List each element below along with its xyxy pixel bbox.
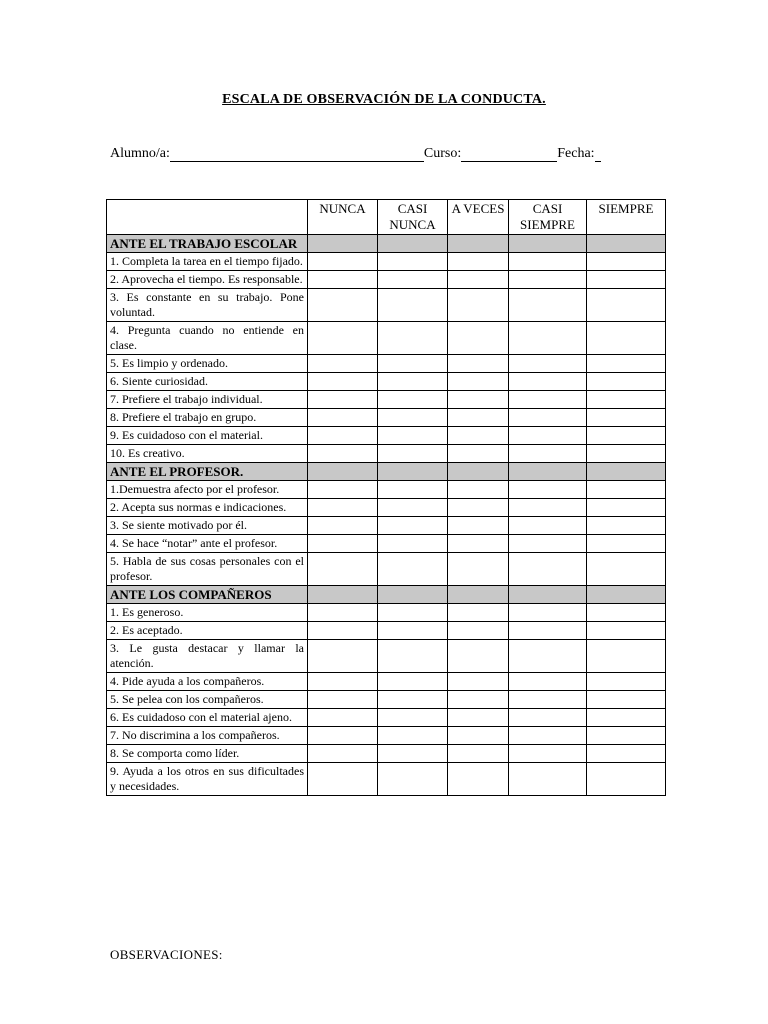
rating-cell-casi-siempre[interactable] xyxy=(509,622,587,640)
rating-cell-a-veces[interactable] xyxy=(448,673,509,691)
rating-cell-siempre[interactable] xyxy=(587,640,666,673)
rating-cell-a-veces[interactable] xyxy=(448,745,509,763)
alumno-label: Alumno/a: xyxy=(110,146,170,161)
rating-cell-casi-nunca[interactable] xyxy=(378,391,448,409)
behavior-label: 9. Es cuidadoso con el material. xyxy=(107,427,308,445)
rating-cell-casi-siempre[interactable] xyxy=(509,481,587,499)
rating-cell-casi-nunca[interactable] xyxy=(378,409,448,427)
rating-cell-siempre[interactable] xyxy=(587,622,666,640)
table-row xyxy=(107,517,666,535)
table-row xyxy=(107,604,666,622)
rating-cell-siempre[interactable] xyxy=(587,271,666,289)
behavior-label: 10. Es creativo. xyxy=(107,445,308,463)
behavior-label: 4. Pide ayuda a los compañeros. xyxy=(107,673,308,691)
section-cell-a-veces xyxy=(448,463,509,481)
behavior-label: 7. Prefiere el trabajo individual. xyxy=(107,391,308,409)
table-row xyxy=(107,409,666,427)
rating-cell-nunca[interactable] xyxy=(308,271,378,289)
rating-cell-siempre[interactable] xyxy=(587,535,666,553)
rating-cell-casi-siempre[interactable] xyxy=(509,445,587,463)
rating-cell-a-veces[interactable] xyxy=(448,535,509,553)
header-nunca: NUNCA xyxy=(308,200,378,235)
header-blank-cell xyxy=(107,200,308,235)
table-row xyxy=(107,271,666,289)
rating-cell-casi-nunca[interactable] xyxy=(378,499,448,517)
rating-cell-casi-nunca[interactable] xyxy=(378,289,448,322)
behavior-label: 5. Habla de sus cosas personales con el profesor. xyxy=(107,553,308,586)
rating-cell-siempre[interactable] xyxy=(587,481,666,499)
behavior-label: 1.Demuestra afecto por el profesor. xyxy=(107,481,308,499)
table-row xyxy=(107,373,666,391)
rating-cell-casi-nunca[interactable] xyxy=(378,553,448,586)
behavior-label: 2. Acepta sus normas e indicaciones. xyxy=(107,499,308,517)
rating-cell-nunca[interactable] xyxy=(308,289,378,322)
rating-cell-siempre[interactable] xyxy=(587,373,666,391)
table-row xyxy=(107,391,666,409)
rating-cell-casi-siempre[interactable] xyxy=(509,709,587,727)
rating-cell-a-veces[interactable] xyxy=(448,427,509,445)
table-row xyxy=(107,553,666,586)
rating-cell-siempre[interactable] xyxy=(587,355,666,373)
rating-cell-a-veces[interactable] xyxy=(448,622,509,640)
rating-cell-siempre[interactable] xyxy=(587,745,666,763)
rating-cell-casi-siempre[interactable] xyxy=(509,640,587,673)
section-cell-siempre xyxy=(587,463,666,481)
rating-cell-casi-nunca[interactable] xyxy=(378,709,448,727)
rating-cell-siempre[interactable] xyxy=(587,445,666,463)
rating-cell-a-veces[interactable] xyxy=(448,445,509,463)
behavior-label: 4. Pregunta cuando no entiende en clase. xyxy=(107,322,308,355)
behavior-label: 6. Siente curiosidad. xyxy=(107,373,308,391)
rating-cell-a-veces[interactable] xyxy=(448,517,509,535)
fecha-blank-field[interactable] xyxy=(595,147,601,162)
behavior-label: 3. Le gusta destacar y llamar la atención. xyxy=(107,640,308,673)
rating-cell-a-veces[interactable] xyxy=(448,709,509,727)
rating-cell-siempre[interactable] xyxy=(587,763,666,796)
rating-cell-a-veces[interactable] xyxy=(448,391,509,409)
page-title: ESCALA DE OBSERVACIÓN DE LA CONDUCTA. xyxy=(222,92,546,107)
rating-cell-a-veces[interactable] xyxy=(448,322,509,355)
rating-cell-a-veces[interactable] xyxy=(448,727,509,745)
rating-cell-casi-siempre[interactable] xyxy=(509,745,587,763)
rating-cell-nunca[interactable] xyxy=(308,499,378,517)
section-row-ante-los-companeros xyxy=(107,586,666,604)
rating-cell-nunca[interactable] xyxy=(308,535,378,553)
section-cell-siempre xyxy=(587,586,666,604)
rating-cell-siempre[interactable] xyxy=(587,409,666,427)
rating-cell-nunca[interactable] xyxy=(308,322,378,355)
section-row-ante-el-trabajo-escolar xyxy=(107,235,666,253)
rating-cell-a-veces[interactable] xyxy=(448,289,509,322)
rating-cell-nunca[interactable] xyxy=(308,409,378,427)
rating-cell-nunca[interactable] xyxy=(308,373,378,391)
rating-cell-casi-siempre[interactable] xyxy=(509,322,587,355)
rating-cell-casi-nunca[interactable] xyxy=(378,673,448,691)
table-row xyxy=(107,355,666,373)
section-heading: ANTE EL TRABAJO ESCOLAR xyxy=(107,235,308,253)
rating-cell-a-veces[interactable] xyxy=(448,691,509,709)
behavior-label: 8. Prefiere el trabajo en grupo. xyxy=(107,409,308,427)
rating-cell-siempre[interactable] xyxy=(587,427,666,445)
rating-cell-siempre[interactable] xyxy=(587,322,666,355)
rating-cell-casi-siempre[interactable] xyxy=(509,604,587,622)
rating-cell-casi-siempre[interactable] xyxy=(509,763,587,796)
behavior-label: 8. Se comporta como líder. xyxy=(107,745,308,763)
section-row-ante-el-profesor xyxy=(107,463,666,481)
curso-label: Curso: xyxy=(423,146,462,161)
rating-cell-a-veces[interactable] xyxy=(448,253,509,271)
rating-cell-nunca[interactable] xyxy=(308,673,378,691)
rating-cell-casi-nunca[interactable] xyxy=(378,253,448,271)
observation-table xyxy=(106,199,666,796)
rating-cell-casi-nunca[interactable] xyxy=(378,691,448,709)
section-cell-a-veces xyxy=(448,586,509,604)
behavior-label: 5. Es limpio y ordenado. xyxy=(107,355,308,373)
section-cell-nunca xyxy=(308,586,378,604)
rating-cell-nunca[interactable] xyxy=(308,691,378,709)
section-heading: ANTE EL PROFESOR. xyxy=(107,463,308,481)
rating-cell-a-veces[interactable] xyxy=(448,763,509,796)
rating-cell-casi-siempre[interactable] xyxy=(509,355,587,373)
rating-cell-siempre[interactable] xyxy=(587,499,666,517)
rating-cell-casi-nunca[interactable] xyxy=(378,604,448,622)
rating-cell-nunca[interactable] xyxy=(308,745,378,763)
table-row xyxy=(107,253,666,271)
table-row xyxy=(107,481,666,499)
rating-cell-nunca[interactable] xyxy=(308,763,378,796)
table-row xyxy=(107,322,666,355)
section-cell-casi-siempre xyxy=(509,586,587,604)
header-row xyxy=(107,200,666,235)
fecha-label: Fecha: xyxy=(557,146,595,161)
rating-cell-nunca[interactable] xyxy=(308,517,378,535)
section-heading: ANTE LOS COMPAÑEROS xyxy=(107,586,308,604)
rating-cell-nunca[interactable] xyxy=(308,622,378,640)
table-row xyxy=(107,673,666,691)
behavior-label: 2. Aprovecha el tiempo. Es responsable. xyxy=(107,271,308,289)
rating-cell-a-veces[interactable] xyxy=(448,355,509,373)
rating-cell-casi-siempre[interactable] xyxy=(509,673,587,691)
rating-cell-casi-nunca[interactable] xyxy=(378,517,448,535)
rating-cell-casi-siempre[interactable] xyxy=(509,499,587,517)
rating-cell-siempre[interactable] xyxy=(587,391,666,409)
section-cell-casi-nunca xyxy=(378,463,448,481)
table-row xyxy=(107,445,666,463)
header-a-veces: A VECES xyxy=(448,200,509,235)
rating-cell-a-veces[interactable] xyxy=(448,373,509,391)
rating-cell-a-veces[interactable] xyxy=(448,640,509,673)
behavior-label: 3. Es constante en su trabajo. Pone voluntad. xyxy=(107,289,308,322)
rating-cell-siempre[interactable] xyxy=(587,691,666,709)
rating-cell-nunca[interactable] xyxy=(308,553,378,586)
section-cell-casi-siempre xyxy=(509,463,587,481)
student-info-line xyxy=(110,146,601,162)
rating-cell-casi-nunca[interactable] xyxy=(378,271,448,289)
behavior-label: 1. Completa la tarea en el tiempo fijado. xyxy=(107,253,308,271)
section-cell-siempre xyxy=(587,235,666,253)
table-row xyxy=(107,691,666,709)
observaciones-label: OBSERVACIONES: xyxy=(110,947,223,962)
rating-cell-nunca[interactable] xyxy=(308,481,378,499)
rating-cell-siempre[interactable] xyxy=(587,517,666,535)
rating-cell-casi-nunca[interactable] xyxy=(378,640,448,673)
rating-cell-casi-nunca[interactable] xyxy=(378,373,448,391)
rating-cell-casi-nunca[interactable] xyxy=(378,322,448,355)
table-row xyxy=(107,427,666,445)
behavior-label: 9. Ayuda a los otros en sus dificultades y necesidades. xyxy=(107,763,308,796)
rating-cell-siempre[interactable] xyxy=(587,604,666,622)
rating-cell-casi-nunca[interactable] xyxy=(378,763,448,796)
rating-cell-casi-nunca[interactable] xyxy=(378,427,448,445)
rating-cell-casi-siempre[interactable] xyxy=(509,727,587,745)
behavior-label: 6. Es cuidadoso con el material ajeno. xyxy=(107,709,308,727)
curso-blank-field[interactable] xyxy=(461,147,557,162)
rating-cell-casi-siempre[interactable] xyxy=(509,391,587,409)
rating-cell-casi-siempre[interactable] xyxy=(509,553,587,586)
rating-cell-casi-nunca[interactable] xyxy=(378,535,448,553)
rating-cell-casi-nunca[interactable] xyxy=(378,622,448,640)
header-casi-siempre: CASI SIEMPRE xyxy=(509,200,587,235)
section-cell-nunca xyxy=(308,235,378,253)
table-row xyxy=(107,499,666,517)
rating-cell-casi-siempre[interactable] xyxy=(509,271,587,289)
behavior-label: 7. No discrimina a los compañeros. xyxy=(107,727,308,745)
rating-cell-siempre[interactable] xyxy=(587,553,666,586)
header-siempre: SIEMPRE xyxy=(587,200,666,235)
rating-cell-casi-siempre[interactable] xyxy=(509,427,587,445)
rating-cell-casi-nunca[interactable] xyxy=(378,481,448,499)
rating-cell-nunca[interactable] xyxy=(308,253,378,271)
section-cell-casi-nunca xyxy=(378,235,448,253)
rating-cell-a-veces[interactable] xyxy=(448,553,509,586)
rating-cell-siempre[interactable] xyxy=(587,673,666,691)
rating-cell-siempre[interactable] xyxy=(587,727,666,745)
behavior-label: 4. Se hace “notar” ante el profesor. xyxy=(107,535,308,553)
rating-cell-casi-nunca[interactable] xyxy=(378,355,448,373)
table-row xyxy=(107,535,666,553)
table-row xyxy=(107,640,666,673)
rating-cell-a-veces[interactable] xyxy=(448,499,509,517)
rating-cell-a-veces[interactable] xyxy=(448,271,509,289)
rating-cell-siempre[interactable] xyxy=(587,289,666,322)
rating-cell-casi-siempre[interactable] xyxy=(509,409,587,427)
rating-cell-casi-nunca[interactable] xyxy=(378,445,448,463)
section-cell-a-veces xyxy=(448,235,509,253)
rating-cell-a-veces[interactable] xyxy=(448,481,509,499)
alumno-blank-field[interactable] xyxy=(170,147,424,162)
rating-cell-casi-siempre[interactable] xyxy=(509,691,587,709)
rating-cell-nunca[interactable] xyxy=(308,427,378,445)
table-row xyxy=(107,727,666,745)
section-cell-casi-nunca xyxy=(378,586,448,604)
behavior-label: 5. Se pelea con los compañeros. xyxy=(107,691,308,709)
behavior-label: 2. Es aceptado. xyxy=(107,622,308,640)
rating-cell-casi-siempre[interactable] xyxy=(509,253,587,271)
rating-cell-a-veces[interactable] xyxy=(448,409,509,427)
section-cell-casi-siempre xyxy=(509,235,587,253)
table-row xyxy=(107,289,666,322)
behavior-label: 3. Se siente motivado por él. xyxy=(107,517,308,535)
rating-cell-nunca[interactable] xyxy=(308,445,378,463)
rating-cell-siempre[interactable] xyxy=(587,253,666,271)
table-row xyxy=(107,745,666,763)
table-row xyxy=(107,763,666,796)
table-row xyxy=(107,709,666,727)
rating-cell-nunca[interactable] xyxy=(308,640,378,673)
rating-cell-casi-siempre[interactable] xyxy=(509,373,587,391)
behavior-label: 1. Es generoso. xyxy=(107,604,308,622)
rating-cell-casi-siempre[interactable] xyxy=(509,289,587,322)
rating-cell-casi-siempre[interactable] xyxy=(509,517,587,535)
rating-cell-nunca[interactable] xyxy=(308,604,378,622)
rating-cell-a-veces[interactable] xyxy=(448,604,509,622)
rating-cell-nunca[interactable] xyxy=(308,391,378,409)
rating-cell-casi-siempre[interactable] xyxy=(509,535,587,553)
rating-cell-nunca[interactable] xyxy=(308,727,378,745)
rating-cell-nunca[interactable] xyxy=(308,709,378,727)
section-cell-nunca xyxy=(308,463,378,481)
header-casi-nunca: CASI NUNCA xyxy=(378,200,448,235)
rating-cell-siempre[interactable] xyxy=(587,709,666,727)
rating-cell-nunca[interactable] xyxy=(308,355,378,373)
rating-cell-casi-nunca[interactable] xyxy=(378,745,448,763)
rating-cell-casi-nunca[interactable] xyxy=(378,727,448,745)
table-body xyxy=(107,235,666,796)
table-row xyxy=(107,622,666,640)
